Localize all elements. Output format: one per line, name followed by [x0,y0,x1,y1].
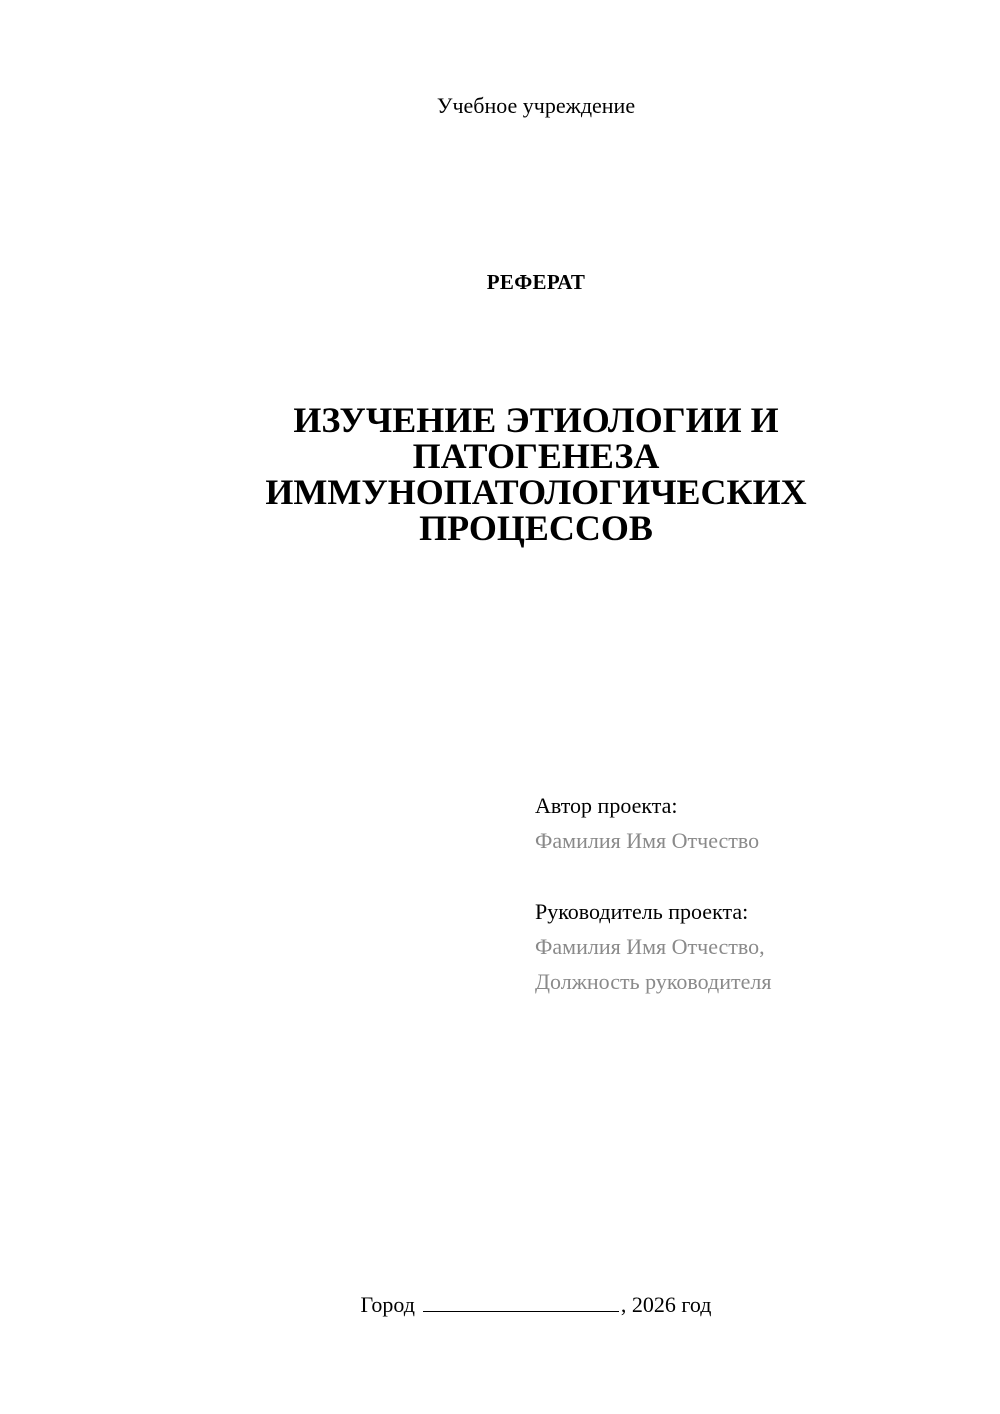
title-line: ИММУНОПАТОЛОГИЧЕСКИХ [265,472,807,512]
author-label: Автор проекта: [535,793,678,818]
title-line: ПРОЦЕССОВ [419,508,653,548]
author-name: Фамилия Имя Отчество [535,828,760,853]
institution-name: Учебное учреждение [436,93,636,118]
city-label: Город [360,1292,415,1317]
document-type: РЕФЕРАТ [486,270,586,294]
document-title [236,402,836,546]
title-line: ПАТОГЕНЕЗА [412,436,660,476]
footer-city-year [0,1290,1000,1320]
city-blank-line [423,1291,619,1312]
credits-block [535,788,975,999]
supervisor-name: Фамилия Имя Отчество, [535,934,765,959]
title-line: ИЗУЧЕНИЕ ЭТИОЛОГИИ И [293,400,779,440]
supervisor-position: Должность руководителя [535,969,772,994]
supervisor-label: Руководитель проекта: [535,899,749,924]
year-text: , 2026 год [620,1292,712,1317]
spacer [535,858,975,894]
